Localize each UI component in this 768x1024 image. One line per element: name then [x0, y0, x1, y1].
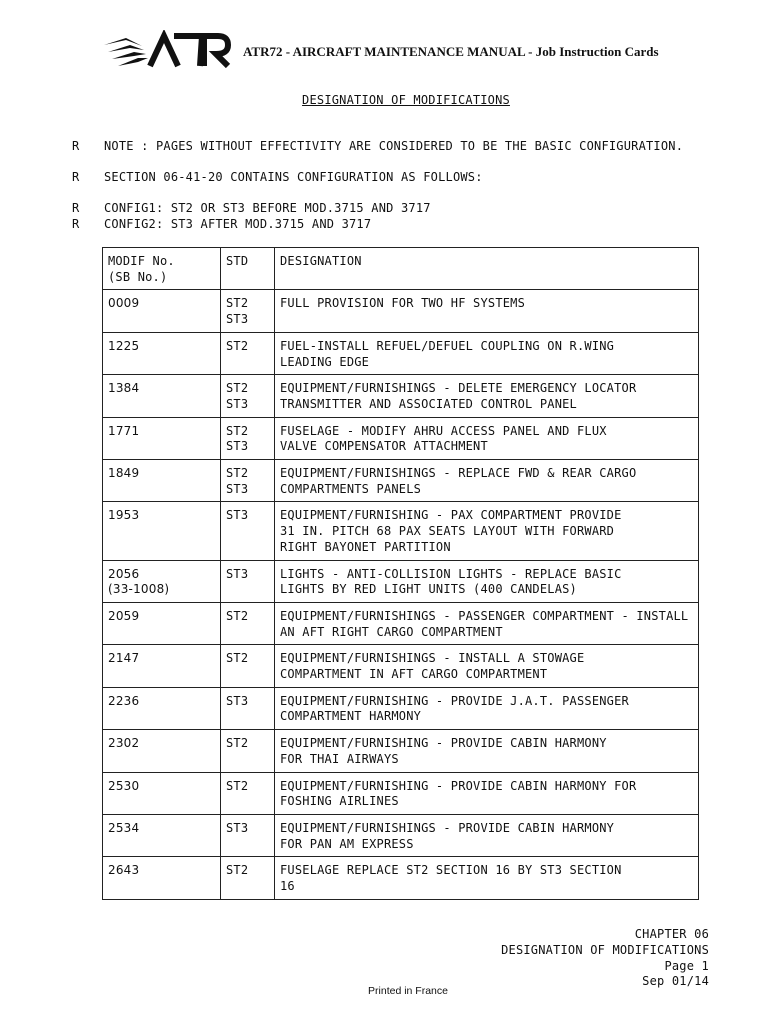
table-row: [103, 814, 699, 856]
std-cell: ST2: [221, 730, 275, 772]
std-cell: ST2 ST3: [221, 290, 275, 332]
modif-number-cell: 1953: [103, 502, 221, 560]
designation-cell: EQUIPMENT/FURNISHING - PROVIDE CABIN HARMONY FOR THAI AIRWAYS: [275, 730, 699, 772]
std-cell: ST2: [221, 857, 275, 899]
std-cell: ST2 ST3: [221, 417, 275, 459]
table-row: [103, 857, 699, 899]
arrow-feathers-icon: [104, 38, 148, 66]
table-row: [103, 645, 699, 687]
modif-number-cell: 2147: [103, 645, 221, 687]
modif-number-cell: 2059: [103, 602, 221, 644]
revision-mark: R: [72, 170, 80, 184]
modif-number-cell: 1225: [103, 332, 221, 374]
designation-cell: EQUIPMENT/FURNISHING - PROVIDE CABIN HARMONY FOR FOSHING AIRLINES: [275, 772, 699, 814]
footer-chapter: CHAPTER 06: [634, 927, 709, 941]
table-row: [103, 460, 699, 502]
table-row: [103, 332, 699, 374]
table-header-row: [103, 248, 699, 290]
table-row: [103, 687, 699, 729]
std-cell: ST3: [221, 687, 275, 729]
config1-line: CONFIG1: ST2 OR ST3 BEFORE MOD.3715 AND 3717: [104, 201, 431, 215]
std-cell: ST2 ST3: [221, 375, 275, 417]
table-row: [103, 290, 699, 332]
modif-number-cell: 2643: [103, 857, 221, 899]
table-row: [103, 772, 699, 814]
footer-section: DESIGNATION OF MODIFICATIONS: [501, 942, 709, 957]
table-row: [103, 375, 699, 417]
modifications-table: [102, 247, 699, 900]
std-cell: ST2: [221, 332, 275, 374]
std-cell: ST2: [221, 602, 275, 644]
table-row: [103, 602, 699, 644]
modif-number-cell: 2236: [103, 687, 221, 729]
footer-date: Sep 01/14: [642, 974, 709, 989]
designation-cell: FUSELAGE - MODIFY AHRU ACCESS PANEL AND FLUX VALVE COMPENSATOR ATTACHMENT: [275, 417, 699, 459]
table-row: [103, 730, 699, 772]
designation-cell: FUEL-INSTALL REFUEL/DEFUEL COUPLING ON R.WING LEADING EDGE: [275, 332, 699, 374]
column-header-std: STD: [221, 248, 275, 290]
column-header-modif: MODIF No. (SB No.): [103, 248, 221, 290]
designation-cell: EQUIPMENT/FURNISHINGS - DELETE EMERGENCY LOCATOR TRANSMITTER AND ASSOCIATED CONTROL PANEL: [275, 375, 699, 417]
printed-in-label: Printed in France: [368, 985, 448, 997]
page-footer: [501, 927, 709, 990]
revision-mark: R: [72, 217, 80, 231]
modif-number-cell: 2534: [103, 814, 221, 856]
revision-mark: R: [72, 201, 80, 215]
config2-line: CONFIG2: ST3 AFTER MOD.3715 AND 3717: [104, 217, 372, 231]
modif-number-cell: 1849: [103, 460, 221, 502]
std-cell: ST3: [221, 560, 275, 602]
modif-number-cell: 2302: [103, 730, 221, 772]
designation-cell: EQUIPMENT/FURNISHINGS - PASSENGER COMPARTMENT - INSTALL AN AFT RIGHT CARGO COMPARTMENT: [275, 602, 699, 644]
designation-cell: EQUIPMENT/FURNISHING - PROVIDE J.A.T. PASSENGER COMPARTMENT HARMONY: [275, 687, 699, 729]
manual-header-title: ATR72 - AIRCRAFT MAINTENANCE MANUAL - Job Instruction Cards: [243, 44, 659, 59]
modif-number-cell: 1771: [103, 417, 221, 459]
table-row: [103, 502, 699, 560]
modif-number-cell: 1384: [103, 375, 221, 417]
designation-cell: LIGHTS - ANTI-COLLISION LIGHTS - REPLACE BASIC LIGHTS BY RED LIGHT UNITS (400 CANDELAS): [275, 560, 699, 602]
table-row: [103, 417, 699, 459]
modif-number-cell: 0009: [103, 290, 221, 332]
revision-mark: R: [72, 139, 80, 153]
std-cell: ST2: [221, 772, 275, 814]
section-line: SECTION 06-41-20 CONTAINS CONFIGURATION AS FOLLOWS:: [104, 170, 483, 184]
designation-cell: EQUIPMENT/FURNISHINGS - PROVIDE CABIN HARMONY FOR PAN AM EXPRESS: [275, 814, 699, 856]
std-cell: ST2 ST3: [221, 460, 275, 502]
modif-number-cell: 2530: [103, 772, 221, 814]
designation-cell: FULL PROVISION FOR TWO HF SYSTEMS: [275, 290, 699, 332]
modif-number-cell: 2056 (33-1008): [103, 560, 221, 602]
footer-page: Page 1: [664, 958, 709, 973]
designation-cell: EQUIPMENT/FURNISHINGS - INSTALL A STOWAGE COMPARTMENT IN AFT CARGO COMPARTMENT: [275, 645, 699, 687]
page-title: DESIGNATION OF MODIFICATIONS: [302, 93, 510, 107]
table-row: [103, 560, 699, 602]
atr-logo: [104, 30, 232, 68]
designation-cell: EQUIPMENT/FURNISHING - PAX COMPARTMENT PROVIDE 31 IN. PITCH 68 PAX SEATS LAYOUT WITH FORWARD RIGHT BAYONET PARTITION: [275, 502, 699, 560]
designation-cell: FUSELAGE REPLACE ST2 SECTION 16 BY ST3 SECTION 16: [275, 857, 699, 899]
designation-cell: EQUIPMENT/FURNISHINGS - REPLACE FWD & REAR CARGO COMPARTMENTS PANELS: [275, 460, 699, 502]
std-cell: ST3: [221, 814, 275, 856]
std-cell: ST2: [221, 645, 275, 687]
note-line: NOTE : PAGES WITHOUT EFFECTIVITY ARE CONSIDERED TO BE THE BASIC CONFIGURATION.: [104, 139, 684, 153]
column-header-designation: DESIGNATION: [275, 248, 699, 290]
std-cell: ST3: [221, 502, 275, 560]
